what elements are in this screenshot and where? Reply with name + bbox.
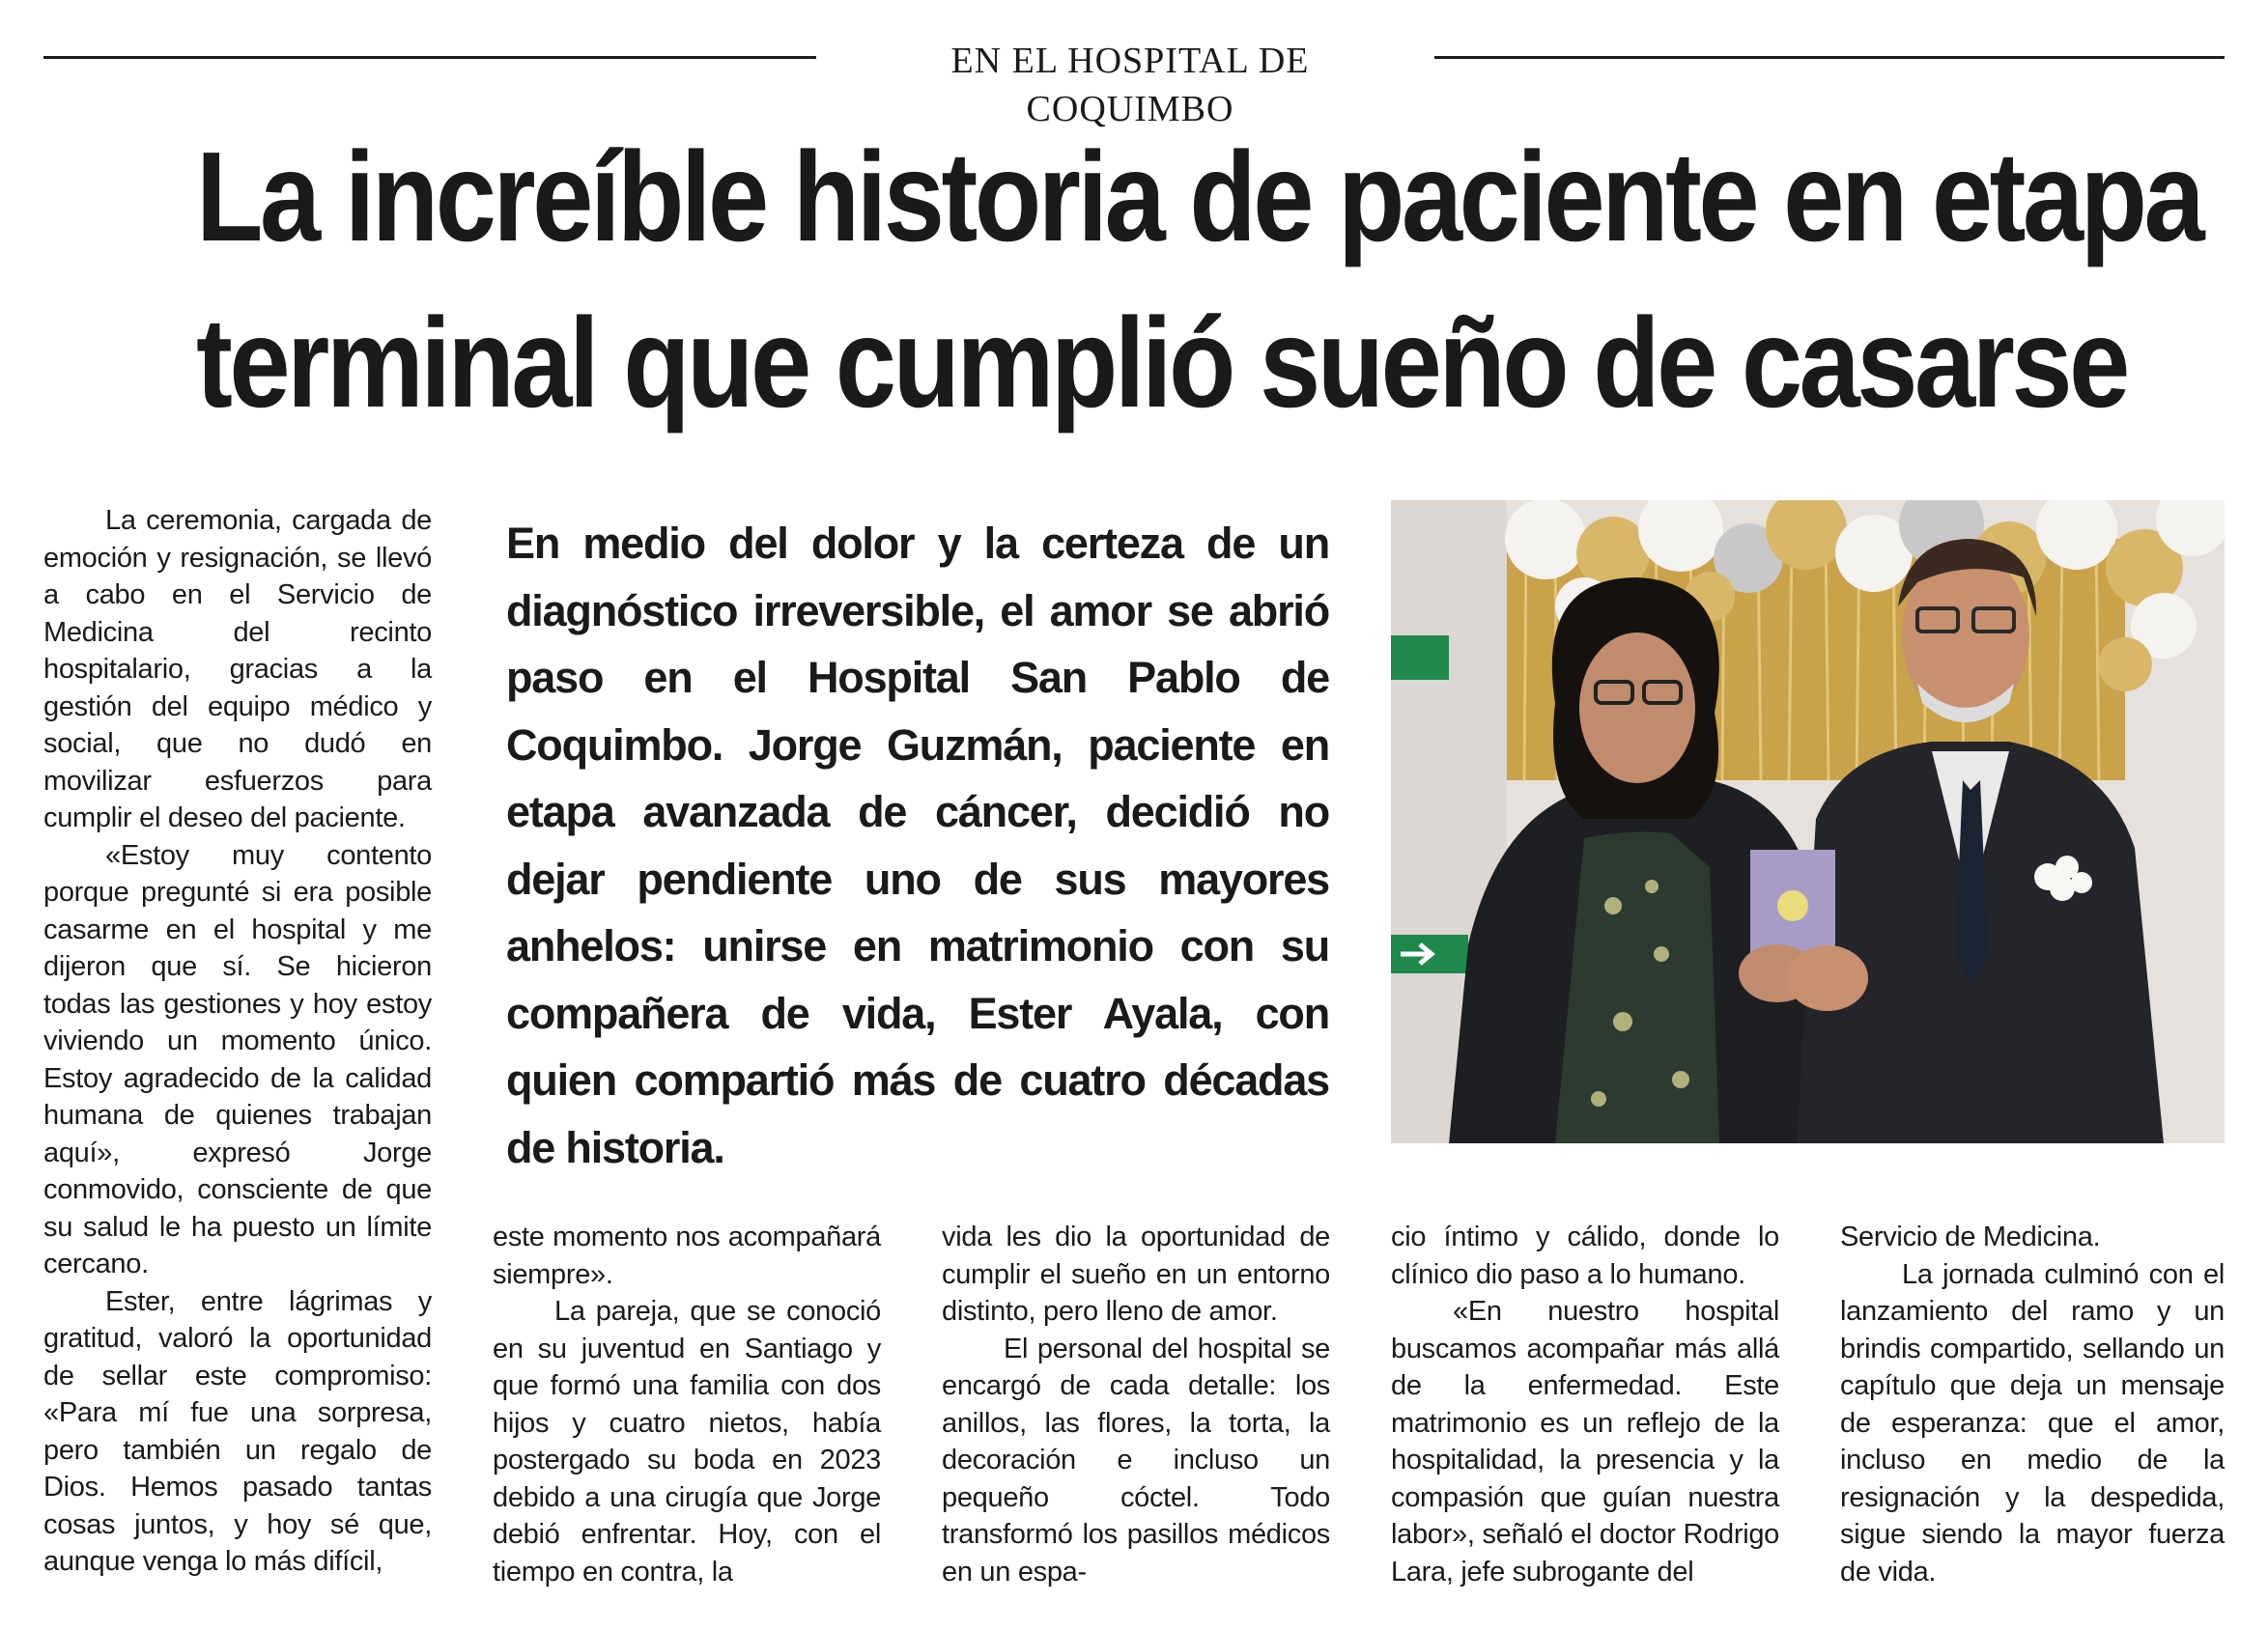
paragraph: La ceremonia, cargada de emoción y resignación, se llevó a cabo en el Servicio de Medicina del recinto hospitalario, gracias a la gestión del equipo médico y social, que no dudó en movilizar esfuerzos para cumplir el deseo del paciente. [43, 505, 432, 833]
headline [196, 114, 2202, 446]
article-column-3 [942, 1219, 1330, 1590]
paragraph: La pareja, que se conoció en su juventud en Santiago y que formó una familia con dos hijos y cuatro nietos, había postergado su boda en 2023 debido a una cirugía que Jorge debió enfrentar. Hoy, con el tiempo en contra, la [493, 1296, 881, 1588]
headline-line-1: La increíble historia de paciente en etapa [196, 126, 2202, 267]
paragraph: La jornada culminó con el lanzamiento del ramo y un brindis compartido, sellando un capítulo que deja un mensaje de esperanza: que el amor, incluso en medio de la resignación y la despedida, sigue siendo la mayor fuerza de vida. [1840, 1258, 2225, 1588]
lead-paragraph: En medio del dolor y la certeza de un diagnóstico irreversible, el amor se abrió paso en el Hospital San Pablo de Coquimbo. Jorge Guzmán, paciente en etapa avanzada de cáncer, decidió no dejar pendiente uno de sus mayores anhelos: unirse en matrimonio con su compañera de vida, Ester Ayala, con quien compartió más de cuatro décadas de historia. [506, 519, 1329, 1172]
article-column-1 [43, 502, 432, 1581]
paragraph: «Estoy muy contento porque pregunté si era posible casarme en el hospital y me dijeron que sí. Se hicieron todas las gestiones y hoy estoy viviendo un momento único. Estoy agradecido de la calidad humana de quienes trabajan aquí», expresó Jorge conmovido, consciente de que su salud le ha puesto un límite cercano. [43, 839, 432, 1279]
kicker-rule-right [1434, 56, 2225, 59]
couple-photo [1391, 500, 2225, 1143]
paragraph: Ester, entre lágrimas y gratitud, valoró la oportunidad de sellar este compromiso: «Para mí fue una sorpresa, pero también un regalo de Dios. Hemos pasado tantas cosas juntos, y hoy sé que, aunque venga lo más difícil, [43, 1285, 432, 1577]
paragraph: «En nuestro hospital buscamos acompañar más allá de la enfermedad. Este matrimonio es un reflejo de la hospitalidad, la presencia y la compasión que guían nuestra labor», señaló el doctor Rodrigo Lara, jefe subrogante del [1391, 1296, 1779, 1588]
headline-line-2: terminal que cumplió sueño de casarse [196, 292, 2127, 434]
article-column-4 [1391, 1219, 1779, 1590]
paragraph: este momento nos acompañará siempre». [493, 1222, 881, 1290]
paragraph: Servicio de Medicina. [1840, 1222, 2101, 1252]
kicker-rule-left [43, 56, 816, 59]
section-kicker: EN EL HOSPITAL DE COQUIMBO [950, 41, 1310, 129]
article-column-5 [1840, 1219, 2225, 1590]
section-kicker-row [43, 37, 2225, 129]
paragraph: cio íntimo y cálido, donde lo clínico dio paso a lo humano. [1391, 1222, 1779, 1290]
paragraph: vida les dio la oportunidad de cumplir el sueño en un entorno distinto, pero lleno de amor. [942, 1222, 1330, 1327]
paragraph: El personal del hospital se encargó de cada detalle: los anillos, las flores, la torta, la decoración e incluso un pequeño cóctel. Todo transformó los pasillos médicos en un espa- [942, 1333, 1330, 1588]
article-column-2 [493, 1219, 881, 1590]
couple-photo-icon [1391, 500, 2225, 1143]
